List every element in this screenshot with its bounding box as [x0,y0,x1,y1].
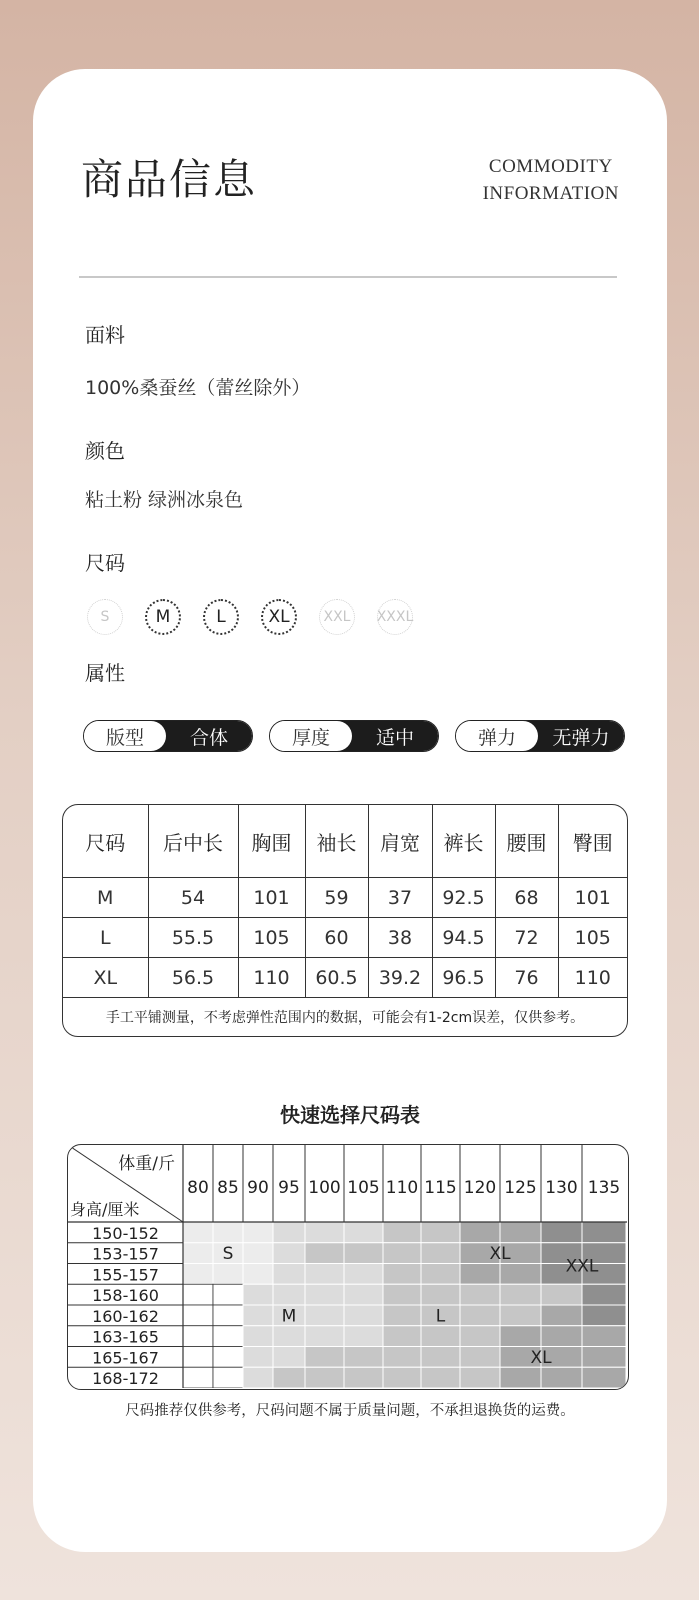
quick-size-chart [67,1144,629,1390]
size-cell [344,1243,383,1264]
attribute-pill [83,720,253,752]
table-cell: 54 [148,878,238,918]
size-options [87,599,413,635]
corner-weight-label: 体重/斤 [118,1154,175,1174]
attribute-value: 合体 [150,721,252,751]
size-cell [183,1243,213,1264]
height-label: 165-167 [92,1348,159,1368]
size-cell [582,1326,626,1347]
table-cell: 105 [558,918,627,958]
table-cell: 60.5 [305,958,368,998]
table-cell: 腰围 [495,805,558,878]
table-cell: 60 [305,918,368,958]
table-cell: 37 [368,878,432,918]
size-cell [582,1367,626,1388]
attribute-key: 厚度 [270,721,352,751]
size-option-l[interactable]: L [203,599,239,635]
table-cell: 76 [495,958,558,998]
size-cell [243,1305,273,1326]
weight-label: 80 [187,1178,209,1198]
size-cell [460,1305,500,1326]
size-cell [582,1347,626,1368]
size-label: 尺码 [85,551,125,575]
size-cell [183,1264,213,1285]
size-cell [273,1284,305,1305]
size-region-label: XL [489,1244,511,1265]
table-cell: XL [63,958,148,998]
table-cell: 55.5 [148,918,238,958]
size-cell [421,1347,460,1368]
size-cell [273,1326,305,1347]
size-cell [183,1222,213,1243]
height-label: 158-160 [92,1286,159,1305]
table-cell: 110 [558,958,627,998]
size-cell [213,1222,243,1243]
table-cell: 59 [305,878,368,918]
table-cell: 92.5 [432,878,495,918]
size-cell [243,1243,273,1264]
size-cell [273,1367,305,1388]
en-title-line1: COMMODITY [488,156,613,177]
table-cell: 72 [495,918,558,958]
weight-label: 120 [463,1178,497,1198]
size-cell [541,1367,582,1388]
table-row [63,878,627,918]
weight-label: 115 [424,1178,457,1198]
quick-size-title: 快速选择尺码表 [280,1103,420,1127]
size-cell [305,1326,344,1347]
table-header-row [63,805,627,878]
size-cell [213,1347,243,1368]
size-cell [183,1326,213,1347]
color-label: 颜色 [85,439,125,463]
table-cell: 臀围 [558,805,627,878]
size-cell [460,1264,500,1285]
table-cell: 袖长 [305,805,368,878]
size-cell [305,1264,344,1285]
size-cell [541,1326,582,1347]
attribute-pill [455,720,625,752]
table-cell: 101 [558,878,627,918]
size-cell [421,1284,460,1305]
height-label: 163-165 [92,1327,159,1347]
size-option-s[interactable]: S [87,599,123,635]
size-cell [421,1326,460,1347]
page-title-english [483,153,619,207]
height-label: 168-172 [92,1369,159,1388]
attribute-key: 弹力 [456,721,538,751]
size-cell [183,1305,213,1326]
size-cell [305,1347,344,1368]
size-cell [305,1367,344,1388]
height-label: 155-157 [92,1265,159,1285]
size-cell [582,1305,626,1326]
table-cell: 68 [495,878,558,918]
size-cell [183,1367,213,1388]
attribute-value: 无弹力 [522,721,624,751]
size-cell [243,1264,273,1285]
size-cell [383,1326,421,1347]
size-cell [273,1222,305,1243]
weight-label: 135 [587,1178,621,1198]
size-cell [213,1305,243,1326]
table-cell: 尺码 [63,805,148,878]
table-cell: 94.5 [432,918,495,958]
size-cell [243,1367,273,1388]
size-cell [273,1243,305,1264]
size-cell [344,1284,383,1305]
table-cell: 裤长 [432,805,495,878]
height-label: 160-162 [92,1306,159,1326]
size-cell [305,1222,344,1243]
attributes-label: 属性 [85,661,125,685]
size-cell [541,1305,582,1326]
size-region-label: L [435,1306,446,1327]
table-row [63,958,627,998]
size-cell [243,1326,273,1347]
attribute-pill [269,720,439,752]
table-cell: 后中长 [148,805,238,878]
weight-label: 95 [278,1178,300,1198]
table-cell: 38 [368,918,432,958]
attribute-key: 版型 [84,721,166,751]
table-cell: 56.5 [148,958,238,998]
color-value: 粘土粉 绿洲冰泉色 [85,489,244,511]
size-cell [183,1347,213,1368]
size-cell [421,1243,460,1264]
height-label: 150-152 [92,1223,159,1243]
size-region-label: M [281,1306,297,1327]
attribute-pills [83,720,625,752]
size-cell [305,1243,344,1264]
size-option-xxxl[interactable]: XXXL [377,599,413,635]
fabric-value: 100%桑蚕丝（蕾丝除外） [85,377,311,399]
size-cell [383,1243,421,1264]
weight-label: 130 [545,1178,578,1198]
size-cell [183,1284,213,1305]
size-cell [541,1284,582,1305]
size-cell [460,1347,500,1368]
size-region-label: XL [530,1347,552,1368]
size-region-label: XXL [565,1256,599,1277]
size-cell [460,1367,500,1388]
size-cell [273,1264,305,1285]
size-cell [500,1326,541,1347]
size-cell [460,1326,500,1347]
size-cell [421,1264,460,1285]
weight-label: 105 [347,1178,380,1198]
table-cell: 105 [238,918,305,958]
size-cell [344,1347,383,1368]
size-cell [383,1347,421,1368]
table-cell: 101 [238,878,305,918]
size-cell [383,1284,421,1305]
fabric-label: 面料 [85,323,125,347]
weight-label: 125 [504,1178,537,1198]
size-region-label: S [222,1244,234,1265]
height-label: 153-157 [92,1244,159,1264]
size-cell [305,1284,344,1305]
size-cell [213,1264,243,1285]
size-cell [344,1222,383,1243]
size-cell [344,1326,383,1347]
weight-label: 110 [385,1178,419,1198]
table-cell: L [63,918,148,958]
size-option-xl[interactable]: XL [261,599,297,635]
weight-label: 100 [308,1178,341,1198]
size-cell [344,1305,383,1326]
table-cell: 39.2 [368,958,432,998]
en-title-line2: INFORMATION [482,183,619,204]
size-cell [213,1284,243,1305]
size-cell [383,1367,421,1388]
size-cell [500,1264,541,1285]
size-cell [500,1367,541,1388]
size-cell [383,1305,421,1326]
size-cell [243,1284,273,1305]
size-cell [213,1326,243,1347]
size-cell [500,1222,541,1243]
size-cell [273,1347,305,1368]
table-note: 手工平铺测量，不考虑弹性范围内的数据，可能会有1-2cm误差，仅供参考。 [63,998,627,1037]
size-cell [383,1264,421,1285]
weight-label: 90 [247,1178,269,1198]
size-cell [421,1367,460,1388]
size-cell [500,1305,541,1326]
size-cell [344,1264,383,1285]
size-cell [460,1222,500,1243]
table-cell: 96.5 [432,958,495,998]
size-cell [243,1347,273,1368]
size-option-m[interactable]: M [145,599,181,635]
size-cell [541,1222,582,1243]
table-cell: M [63,878,148,918]
size-cell [305,1305,344,1326]
attribute-value: 适中 [336,721,438,751]
size-cell [500,1284,541,1305]
size-cell [344,1367,383,1388]
divider [79,276,617,278]
size-cell [460,1284,500,1305]
table-cell: 胸围 [238,805,305,878]
quick-size-note: 尺码推荐仅供参考，尺码问题不属于质量问题，不承担退换货的运费。 [125,1403,575,1419]
table-note-row [63,998,627,1037]
table-cell: 110 [238,958,305,998]
size-cell [383,1222,421,1243]
page-title: 商品信息 [81,155,258,204]
size-cell [243,1222,273,1243]
weight-label: 85 [217,1178,239,1198]
size-cell [582,1284,626,1305]
size-cell [213,1367,243,1388]
table-row [63,918,627,958]
size-option-xxl[interactable]: XXL [319,599,355,635]
table-cell: 肩宽 [368,805,432,878]
measurement-table [62,804,628,1037]
info-card [33,69,667,1552]
size-cell [421,1222,460,1243]
corner-height-label: 身高/厘米 [70,1200,140,1219]
size-cell [582,1222,626,1243]
